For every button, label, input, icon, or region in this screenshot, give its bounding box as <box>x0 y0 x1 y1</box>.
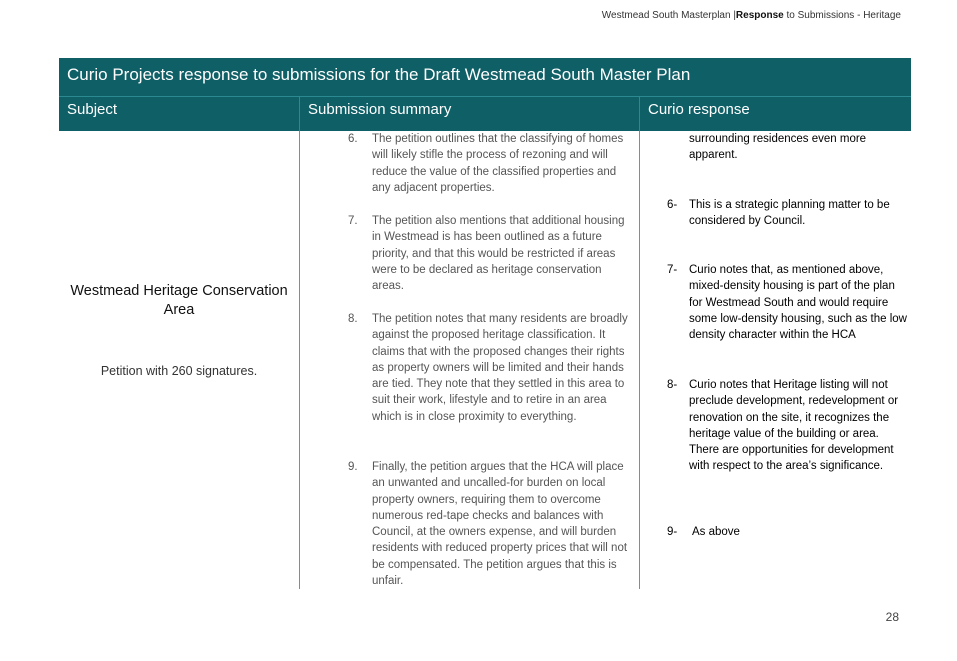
response-item-number: 6- <box>667 199 678 211</box>
header-curio-response: Curio response <box>639 97 911 131</box>
subject-title: Westmead Heritage Conservation Area <box>70 283 288 318</box>
response-item-number: 8- <box>667 379 678 391</box>
running-header <box>602 10 901 21</box>
subject-subtitle: Petition with 260 signatures. <box>100 364 258 378</box>
summary-item-text: The petition also mentions that additional housing in Westmead is has been outlined as a future priority, and that this would be restricted if areas were to be declared as heritage conservation areas. <box>372 215 625 293</box>
page-number: 28 <box>885 610 899 624</box>
response-item-text: This is a strategic planning matter to be considered by Council. <box>689 199 890 228</box>
table-header-row <box>59 96 911 131</box>
running-header-suffix: to Submissions - Heritage <box>783 10 901 21</box>
summary-item-text: The petition notes that many residents are broadly against the proposed heritage classification. It claims that with the proposed changes their rights as property owners will be limited and their hands are tied. They note that they settled in this area to suit their work, lifestyle and to retire in an area which is in close proximity to everything. <box>372 313 628 423</box>
summary-item-number: 6. <box>348 133 358 145</box>
column-divider <box>299 131 300 589</box>
summary-item-number: 7. <box>348 215 358 227</box>
summary-item-number: 8. <box>348 313 358 325</box>
response-item-text: Curio notes that, as mentioned above, mixed-density housing is part of the plan for Westmead South and would require some low-density housing, such as the low density character within the HCA <box>689 264 907 342</box>
summary-item-number: 9. <box>348 461 358 473</box>
table-title: Curio Projects response to submissions for the Draft Westmead South Master Plan <box>59 58 911 96</box>
running-header-prefix: Westmead South Masterplan | <box>601 10 736 21</box>
header-subject: Subject <box>67 101 118 118</box>
response-item-text: Curio notes that Heritage listing will not preclude development, redevelopment or renovation on the site, it recognizes the heritage value of the building or area. There are opportunities for development with respect to the area’s significance. <box>689 379 899 473</box>
response-continued-text: surrounding residences even more apparent. <box>689 133 867 162</box>
response-item-text: As above <box>692 526 740 538</box>
running-header-bold: Response <box>735 10 784 21</box>
response-item-number: 9- <box>667 526 678 538</box>
summary-item-text: Finally, the petition argues that the HCA will place an unwanted and uncalled-for burden on local property owners, requiring them to overcome numerous red-tape checks and balances with Council, at the owners expense, and will burden residents with reduced property prices that will not be compensated. The petition argues that this is unfair. <box>372 461 628 588</box>
summary-item-text: The petition outlines that the classifying of homes will likely stifle the process of rezoning and will reduce the value of the classified properties and any adjacent properties. <box>372 133 624 194</box>
response-item-number: 7- <box>667 264 678 276</box>
header-submission-summary: Submission summary <box>299 97 639 131</box>
column-divider <box>639 131 640 589</box>
